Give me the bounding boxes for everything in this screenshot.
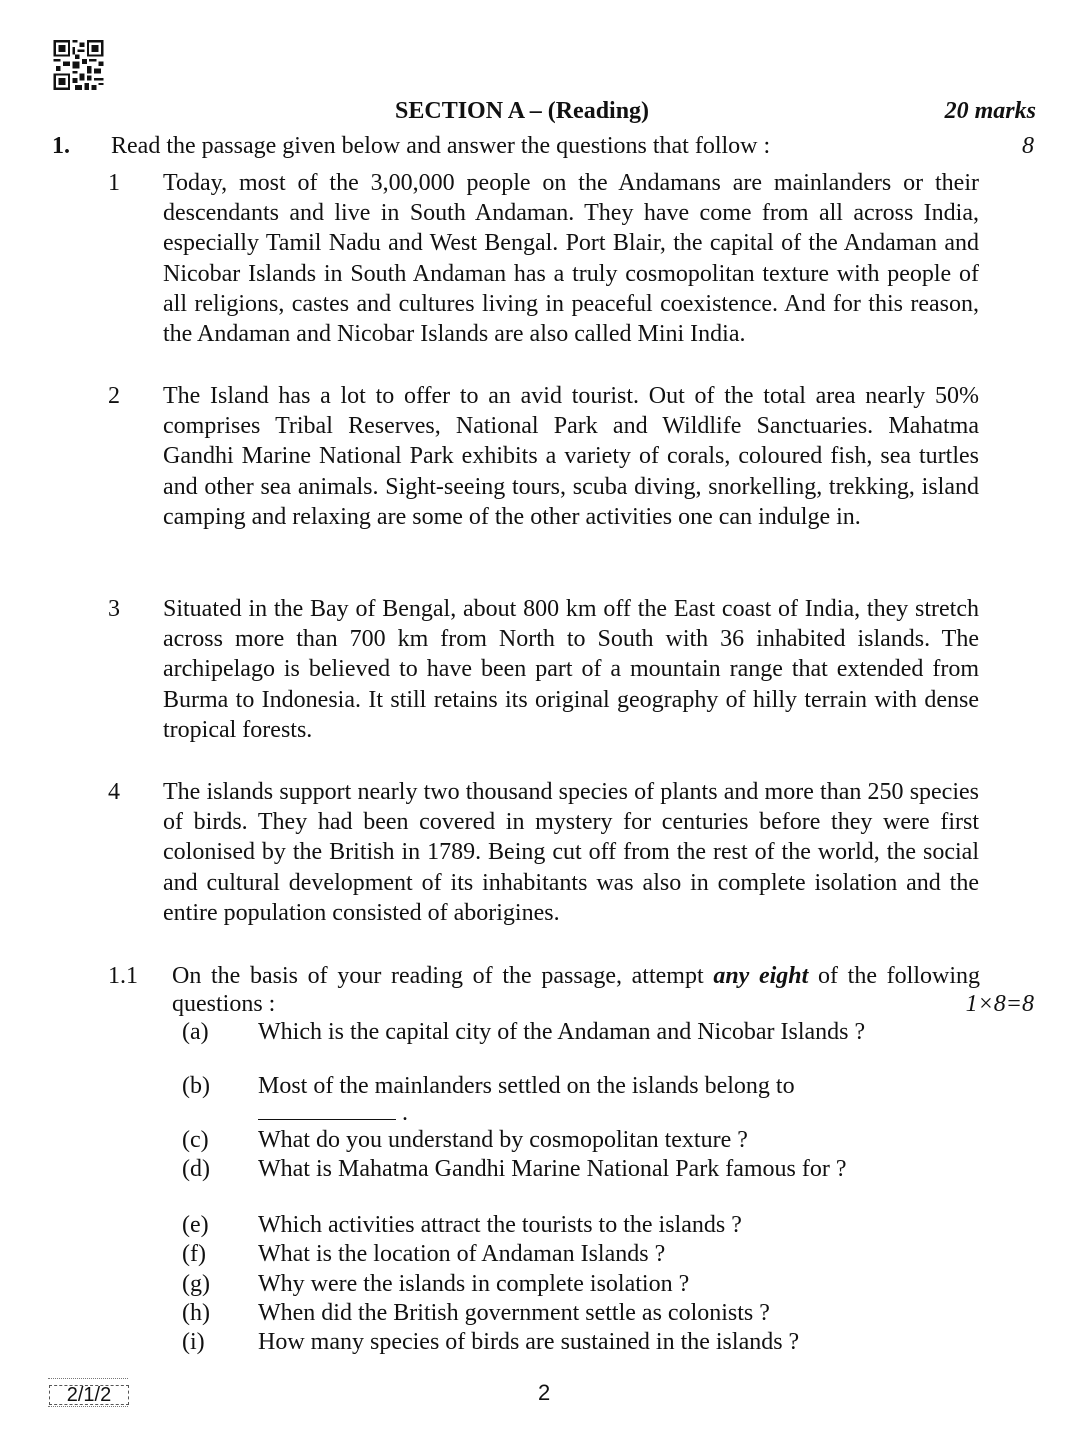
option-text-body: Most of the mainlanders settled on the islands belong to — [258, 1073, 795, 1099]
option-letter: (f) — [182, 1241, 206, 1267]
microtext-line — [48, 1406, 128, 1410]
paragraph-text: The islands support nearly two thousand species of plants and more than 250 species of birds. They had been covered in mystery for centuries before they were first colonised by the British in 1789. Being cut off from the rest of the world, the social and cultural development of its inhabitants was also in complete isolation and the entire population consisted of aborigines. — [163, 779, 979, 926]
blank-suffix: . — [402, 1100, 408, 1126]
option-text: Which is the capital city of the Andaman and Nicobar Islands ? — [258, 1019, 866, 1045]
option-letter: (d) — [182, 1156, 210, 1182]
option-letter: (b) — [182, 1073, 210, 1099]
paragraph-number: 4 — [108, 779, 120, 805]
paragraph-text: The Island has a lot to offer to an avid tourist. Out of the total area nearly 50% comprises Tribal Reserves, National Park and Wildlife Sanctuaries. Mahatma Gandhi Marine National Park exhibits a variety of corals, coloured fish, sea turtles and other sea animals. Sight-seeing tours, scuba diving, snorkelling, trekking, island camping and relaxing are some of the other activities one can indulge in. — [163, 383, 979, 530]
option-text: How many species of birds are sustained in the islands ? — [258, 1329, 800, 1355]
subquestion-text — [172, 962, 980, 1018]
paragraph-text: Situated in the Bay of Bengal, about 800 km off the East coast of India, they stretch across more than 700 km from North to South with 36 inhabited islands. The archipelago is believed to have been part of a mountain range that extended from Burma to Indonesia. It still retains its original geography of hilly terrain with dense tropical forests. — [163, 596, 979, 743]
paragraph-number: 1 — [108, 170, 120, 196]
paper-code-stamp — [46, 1378, 132, 1408]
option-letter: (c) — [182, 1127, 209, 1153]
option-text: When did the British government settle as colonists ? — [258, 1300, 770, 1326]
paragraph-number: 2 — [108, 383, 120, 409]
paragraph-text: Today, most of the 3,00,000 people on the Andamans are mainlanders or their descendants and live in South Andaman. They have come from all across India, especially Tamil Nadu and West Bengal. Port Blair, the capital of the Andaman and Nicobar Islands in South Andaman has a truly cosmopolitan texture with people of all religions, castes and cultures living in peaceful coexistence. And for this reason, the Andaman and Nicobar Islands are also called Mini India. — [163, 170, 979, 348]
paragraph-number: 3 — [108, 596, 120, 622]
question-instruction: Read the passage given below and answer the questions that follow : — [111, 133, 771, 159]
option-text: What do you understand by cosmopolitan texture ? — [258, 1127, 748, 1153]
option-letter: (g) — [182, 1271, 210, 1297]
subquestion-text-after: of the following questions : — [172, 963, 981, 1017]
option-letter: (e) — [182, 1212, 209, 1238]
option-text: What is the location of Andaman Islands ? — [258, 1241, 666, 1267]
question-marks: 8 — [1022, 133, 1034, 159]
option-letter: (i) — [182, 1329, 205, 1355]
option-text — [258, 1073, 980, 1127]
question-number: 1. — [52, 133, 70, 159]
subquestion-emphasis: any eight — [713, 963, 809, 989]
section-marks: 20 marks — [944, 98, 1036, 124]
option-letter: (h) — [182, 1300, 210, 1326]
option-letter: (a) — [182, 1019, 209, 1045]
option-text: Why were the islands in complete isolation ? — [258, 1271, 690, 1297]
section-title: SECTION A – (Reading) — [395, 98, 650, 124]
answer-blank — [258, 1101, 396, 1120]
option-text: Which activities attract the tourists to the islands ? — [258, 1212, 742, 1238]
microtext-line — [48, 1378, 128, 1382]
qr-code-icon — [52, 40, 105, 90]
subquestion-text-before: On the basis of your reading of the passage, attempt — [172, 963, 704, 989]
paper-code: 2/1/2 — [49, 1385, 129, 1405]
subquestion-number: 1.1 — [108, 963, 138, 989]
subquestion-marks: 1×8=8 — [965, 991, 1034, 1017]
page-number: 2 — [538, 1380, 551, 1405]
option-text: What is Mahatma Gandhi Marine National Park famous for ? — [258, 1156, 847, 1182]
